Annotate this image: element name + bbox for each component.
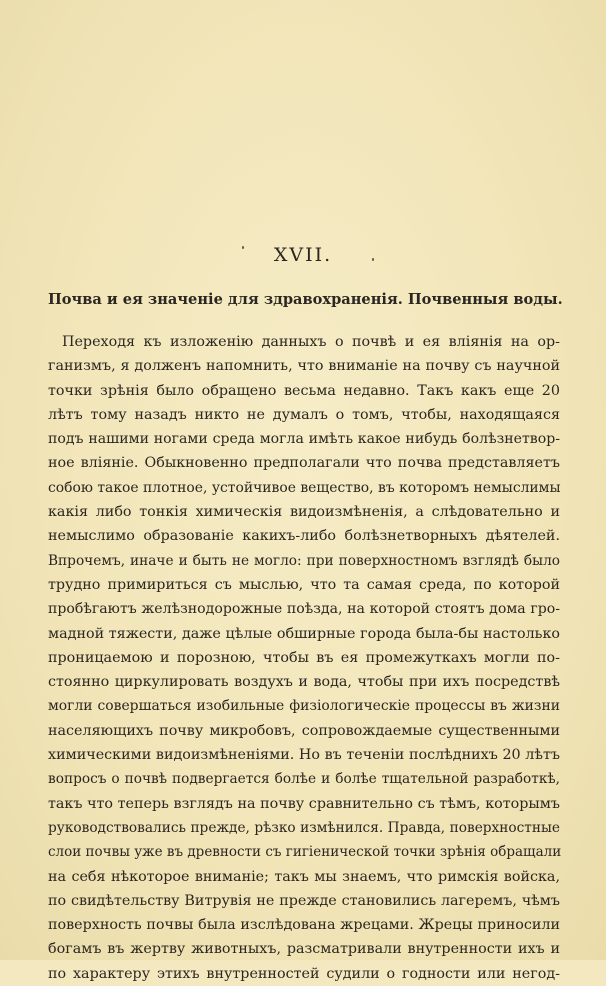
text-line: богамъ въ жертву животныхъ, разсматривали внутренности ихъ и xyxy=(48,941,560,958)
text-line: собою такое плотное, устойчивое вещество, въ которомъ немыслимы xyxy=(48,479,561,496)
text-line: трудно примириться съ мыслью, что та самая среда, по которой xyxy=(48,576,560,593)
text-line: на себя нѣкоторое вниманіе; такъ мы знаемъ, что римскія войска, xyxy=(48,868,560,885)
text-line: стоянно циркулировать воздухъ и вода, чтобы при ихъ посредствѣ xyxy=(48,674,560,691)
text-line: химическими видоизмѣненіями. Но въ теченіи послѣднихъ 20 лѣтъ xyxy=(48,747,560,764)
text-line: пробѣгаютъ желѣзнодорожные поѣзда, на которой стоятъ дома гро- xyxy=(48,601,560,618)
text-line: лѣтъ тому назадъ никто не думалъ о томъ, чтобы, находящаяся xyxy=(48,406,560,423)
text-line: подъ нашими ногами среда могла имѣть какое нибудь болѣзнетвор- xyxy=(48,431,560,448)
text-line: какія либо тонкія химическія видоизмѣненія, а слѣдовательно и xyxy=(48,504,560,521)
text-line: населяющихъ почву микробовъ, сопровождаемые существенными xyxy=(48,722,560,739)
chapter-number: XVII. xyxy=(273,244,333,266)
text-line: немыслимо образованіе какихъ-либо болѣзнетворныхъ дѣятелей. xyxy=(48,528,560,545)
text-line: ное вліяніе. Обыкновенно предполагали что почва представляетъ xyxy=(48,455,560,472)
text-line: по характеру этихъ внутренностей судили о годности или негод- xyxy=(48,965,560,982)
text-line: ганизмъ, я долженъ напомнить, что вниманіе на почву съ научной xyxy=(48,358,560,375)
text-line: могли совершаться изобильные физіологическіе процессы въ жизни xyxy=(48,698,560,715)
text-line: по свидѣтельству Витрувія не прежде становились лагеремъ, чѣмъ xyxy=(48,892,560,909)
text-line: точки зрѣнія было обращено весьма недавно. Такъ какъ еще 20 xyxy=(48,382,560,399)
text-line: вопросъ о почвѣ подвергается болѣе и болѣе тщательной разработкѣ, xyxy=(48,771,560,788)
text-line: такъ что теперь взглядъ на почву сравнительно съ тѣмъ, которымъ xyxy=(48,795,560,812)
text-line: поверхность почвы была изслѣдована жрецами. Жрецы приносили xyxy=(48,917,560,934)
text-line: руководствовались прежде, рѣзко измѣнился. Правда, поверхностные xyxy=(48,819,560,836)
text-line: Впрочемъ, иначе и быть не могло: при поверхностномъ взглядѣ было xyxy=(48,552,560,569)
body-paragraph xyxy=(48,330,562,986)
text-line: слои почвы уже въ древности съ гигіенической точки зрѣнія обращали xyxy=(48,844,562,861)
text-line: Переходя къ изложенію данныхъ о почвѣ и ея вліянія на ор- xyxy=(62,334,560,350)
text-line: мадной тяжести, даже цѣлые обширные города была-бы настолько xyxy=(48,625,560,642)
text-line: проницаемою и порозною, чтобы въ ея промежуткахъ могли по- xyxy=(48,649,560,666)
section-title: Почва и ея значеніе для здравохраненія. Почвенныя воды. xyxy=(48,291,563,308)
